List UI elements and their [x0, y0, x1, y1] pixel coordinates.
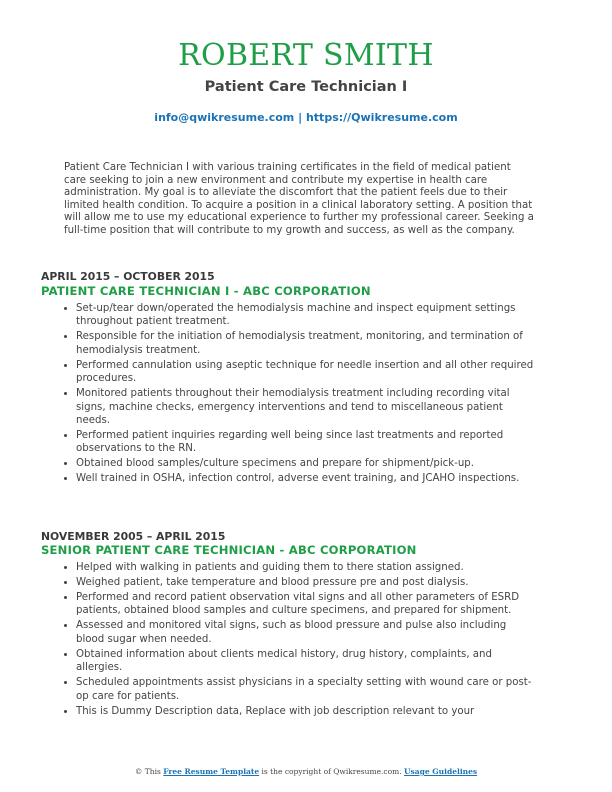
job-role: SENIOR PATIENT CARE TECHNICIAN - ABC CORPORATION [41, 543, 417, 557]
job-bullet-list [58, 302, 536, 487]
job-bullet: • Obtained blood samples/culture specimens and prepare for shipment/pick-up. [76, 457, 536, 470]
footer [0, 767, 612, 777]
footer-prefix: © This [134, 767, 164, 776]
job-bullet: • Weighed patient, take temperature and blood pressure pre and post dialysis. [76, 576, 536, 589]
job-role: PATIENT CARE TECHNICIAN I - ABC CORPORATION [41, 284, 371, 298]
job-dates: APRIL 2015 – OCTOBER 2015 [41, 270, 215, 283]
job-bullet: • Monitored patients throughout their hemodialysis treatment including recording vital signs, machine checks, emergency interventions and tend to miscellaneous patient needs. [76, 387, 536, 427]
job-bullet: • Performed cannulation using aseptic technique for needle insertion and all other required procedures. [76, 359, 536, 386]
job-bullet: • Performed patient inquiries regarding well being since last treatments and reported observations to the RN. [76, 429, 536, 456]
candidate-name: ROBERT SMITH [178, 38, 434, 73]
website-link[interactable]: https://Qwikresume.com [305, 111, 458, 124]
contact-separator: | [294, 111, 306, 124]
job-bullet: • Well trained in OSHA, infection control, adverse event training, and JCAHO inspections. [76, 472, 536, 485]
free-resume-template-link[interactable]: Free Resume Template [163, 767, 260, 776]
job-bullet: • Assessed and monitored vital signs, such as blood pressure and pulse also including blood sugar when needed. [76, 619, 536, 646]
job-bullet: • Performed and record patient observation vital signs and all other parameters of ESRD patients, obtained blood samples and culture specimens, and prepared for shipment. [76, 591, 536, 618]
job-bullet: • Responsible for the initiation of hemodialysis treatment, monitoring, and termination of hemodialysis treatment. [76, 330, 536, 357]
contact-line [0, 110, 612, 126]
summary-paragraph: Patient Care Technician I with various training certificates in the field of medical patient care seeking to join a new environment and contribute my expertise in health care administration. My goal is to alleviate the discomfort that the patient feels due to their limited health condition. To acquire a position in a clinical laboratory setting. A position that will allow me to use my educational experience to further my professional career. Seeking a full-time position that will contribute to my growth and success, as well as the company. [64, 162, 534, 236]
job-bullet-list [58, 561, 536, 720]
job-bullet: • Scheduled appointments assist physicians in a specialty setting with wound care or post-op care for patients. [76, 676, 536, 703]
email-link[interactable]: info@qwikresume.com [154, 111, 295, 124]
usage-guidelines-link[interactable]: Usage Guidelines [404, 767, 478, 776]
job-bullet: • This is Dummy Description data, Replace with job description relevant to your [76, 705, 536, 718]
job-bullet: • Helped with walking in patients and guiding them to there station assigned. [76, 561, 536, 574]
footer-copyright: is the copyright of Qwikresume.com. [259, 767, 405, 776]
job-bullet: • Set-up/tear down/operated the hemodialysis machine and inspect equipment settings throughout patient treatment. [76, 302, 536, 329]
job-dates: NOVEMBER 2005 – APRIL 2015 [41, 530, 226, 543]
job-bullet: • Obtained information about clients medical history, drug history, complaints, and allergies. [76, 648, 536, 675]
candidate-title: Patient Care Technician I [204, 79, 408, 95]
